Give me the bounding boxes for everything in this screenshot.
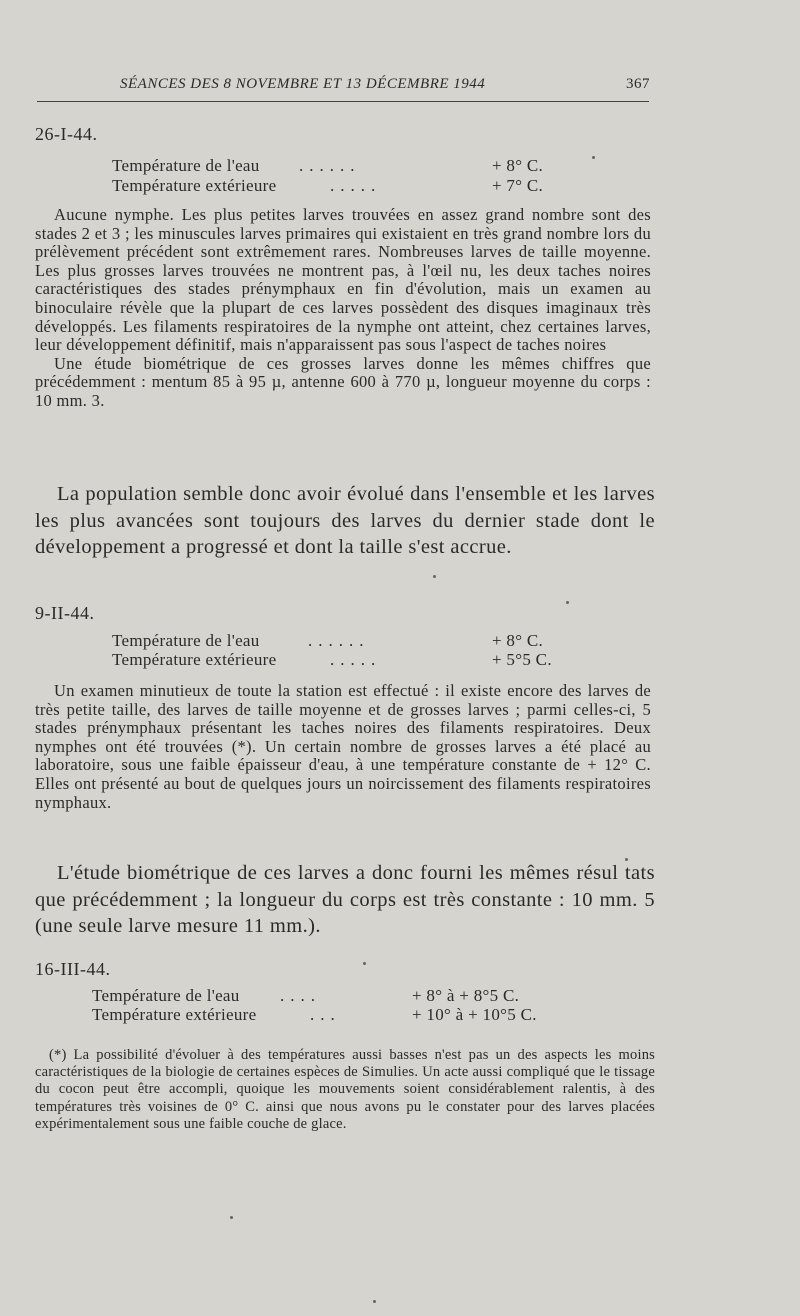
air-temperature-row-2: [112, 650, 612, 670]
water-temperature-row-1: [112, 156, 612, 176]
observation-paragraph: Un examen minutieux de toute la station est effectué : il existe encore des larves de très petite taille, des larves de taille moyenne et de grosses larves ; parmi celles-ci, 5 stades prénymphaux présentant les taches noires des filaments respiratoires. Deux nymphes ont été trouvées (*). Un certain nombre de grosses larves a été placé au laboratoire, sous une faible épaisseur d'eau, à une température constante de + 12° C. Elles ont présenté au bout de quelques jours un noircissement des filaments respiratoires nymphaux.: [35, 681, 651, 812]
air-temperature-value: + 10° à + 10°5 C.: [412, 1005, 537, 1024]
page-header: [112, 70, 650, 98]
water-temperature-value: + 8° C.: [492, 156, 544, 175]
footnote-text: (*) La possibilité d'évoluer à des températures aussi basses n'est pas un des aspects les moins caractéristiques de la biologie de certaines espèces de Simulies. Un acte aussi compliqué que le tissage du cocon peut être accompli, quoique les mouvements soient considérablement ralentis, à des températures très voisines de 0° C. ainsi que nous avons pu le constater pour des larves placées expérimentalement sous une faible couche de glace.: [35, 1047, 655, 1132]
water-temperature-value: + 8° à + 8°5 C.: [412, 986, 520, 1005]
air-temperature-value: + 5°5 C.: [492, 650, 552, 669]
air-temperature-row-3: [92, 1005, 612, 1025]
water-temperature-label: Température de l'eau: [112, 631, 260, 650]
paper-speck: [373, 1300, 376, 1303]
leader-dots: .....: [330, 650, 382, 669]
leader-dots: .....: [330, 176, 382, 195]
water-temperature-value: + 8° C.: [492, 631, 544, 650]
water-temperature-label: Température de l'eau: [92, 986, 240, 1005]
header-rule: [37, 101, 649, 102]
page-number: 367: [626, 76, 650, 92]
observation-block-2: [35, 682, 651, 812]
paper-speck: [566, 601, 569, 604]
water-temperature-row-2: [112, 631, 612, 651]
paper-speck: [230, 1216, 233, 1219]
entry-date-3: 16-III-44.: [35, 959, 111, 979]
air-temperature-label: Température extérieure: [112, 650, 277, 669]
water-temperature-row-3: [92, 986, 612, 1006]
footnote: [35, 1047, 655, 1133]
water-temperature-label: Température de l'eau: [112, 156, 260, 175]
conclusion-text: L'étude biométrique de ces larves a donc fourni les mêmes résul tats que précédemment ; la longueur du corps est très constante : 10 mm. 5 (une seule larve mesure 11 mm.).: [35, 862, 655, 937]
leader-dots: ...: [310, 1005, 341, 1024]
air-temperature-value: + 7° C.: [492, 176, 544, 195]
air-temperature-label: Température extérieure: [92, 1005, 257, 1024]
paper-speck: [363, 962, 366, 965]
conclusion-text: La population semble donc avoir évolué dans l'ensemble et les larves les plus avancées sont toujours des larves du dernier stade dont le développement a progressé et dont la taille s'est accrue.: [35, 483, 655, 558]
paper-speck: [625, 858, 628, 861]
biometry-paragraph: Une étude biométrique de ces grosses larves donne les mêmes chiffres que précédemment : mentum 85 à 95 µ, antenne 600 à 770 µ, longueur moyenne du corps : 10 mm. 3.: [35, 353, 651, 410]
leader-dots: ......: [308, 631, 370, 650]
paper-speck: [592, 156, 595, 159]
running-title: SÉANCES DES 8 NOVEMBRE ET 13 DÉCEMBRE 1944: [120, 76, 486, 92]
leader-dots: ....: [280, 986, 321, 1005]
air-temperature-label: Température extérieure: [112, 176, 277, 195]
air-temperature-row-1: [112, 176, 612, 196]
observation-paragraph: Aucune nymphe. Les plus petites larves trouvées en assez grand nombre sont des stades 2 et 3 ; les minuscules larves primaires qui existaient en très grand nombre lors du prélèvement précédent sont extrêmement rares. Nombreuses larves de taille moyenne. Les plus grosses larves trouvées ne montrent pas, à l'œil nu, les deux taches noires caractéristiques des stades prénymphaux en fin d'évolution, mais un examen au binoculaire révèle que la plupart de ces larves possèdent des disques imaginaux très développés. Les filaments respiratoires de la nymphe ont atteint, chez certaines larves, leur développement définitif, mais n'apparaissent pas sous l'aspect de taches noires: [35, 205, 651, 355]
paper-speck: [433, 575, 436, 578]
conclusion-paragraph-2: [35, 860, 655, 940]
conclusion-paragraph-1: [35, 481, 655, 561]
leader-dots: ......: [299, 156, 361, 175]
entry-date-2: 9-II-44.: [35, 603, 95, 623]
entry-date-1: 26-I-44.: [35, 124, 98, 144]
observation-block-1: [35, 206, 651, 411]
